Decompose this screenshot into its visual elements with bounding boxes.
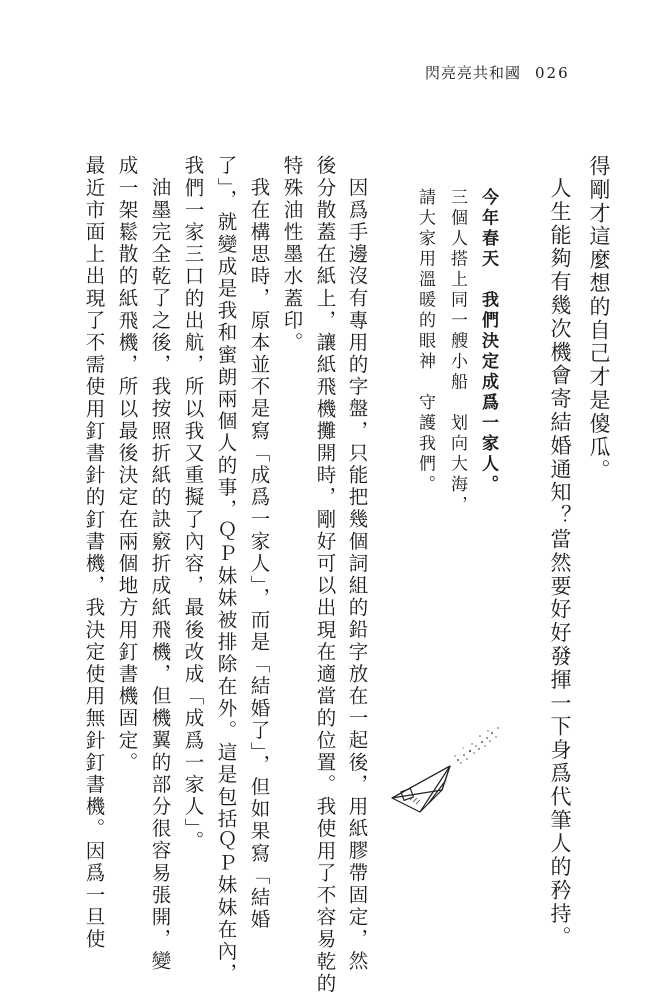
page-number: 026 xyxy=(535,64,570,82)
text-line-7: 後分散蓋在紙上，讓紙飛機攤開時，剛好可以出現在適當的位置。我使用了不容易乾的 xyxy=(313,155,337,995)
running-header xyxy=(425,62,570,83)
text-line-14: 最近市面上出現了不需使用釘書針的釘書機，我決定使用無針釘書機。因爲一旦使 xyxy=(82,155,106,951)
text-line-9: 我在構思時，原本並不是寫「成爲一家人」，而是「結婚了」，但如果寫「結婚 xyxy=(247,177,271,931)
text-line-2: 人生能夠有幾次機會寄結婚通知？當然要好好發揮一下身爲代筆人的矜持。 xyxy=(548,177,572,950)
text-line-13: 成一架鬆散的紙飛機，所以最後決定在兩個地方用釘書機固定。 xyxy=(115,155,139,774)
text-line-12: 油墨完全乾了之後，我按照折紙的訣竅折成紙飛機，但機翼的部分很容易張開，變 xyxy=(148,177,172,973)
text-line-1: 得剛才這麼想的自己才是傻瓜。 xyxy=(587,155,611,483)
paper-airplane-illustration xyxy=(388,720,508,830)
text-line-10: 了」，就變成是我和蜜朗兩個人的事，ＱＰ妹妹被排除在外。這是包括ＱＰ妹妹在內， xyxy=(214,155,238,986)
book-title: 閃亮亮共和國 xyxy=(425,64,522,82)
text-line-6: 因爲手邊沒有專用的字盤，只能把幾個詞組的鉛字放在一起後，用紙膠帶固定，然 xyxy=(345,177,369,973)
text-line-11: 我們一家三口的出航，所以我又重擬了內容，最後改成「成爲一家人」。 xyxy=(181,155,205,853)
stamped-line-3: 請大家用溫暖的眼神 守護我們。 xyxy=(415,188,435,496)
text-line-8: 特殊油性墨水蓋印。 xyxy=(280,155,304,354)
stamped-line-2: 三個人搭上同一艘小船 划向大海， xyxy=(447,188,467,516)
stamped-line-1: 今年春天 我們決定成爲一家人。 xyxy=(478,188,498,496)
